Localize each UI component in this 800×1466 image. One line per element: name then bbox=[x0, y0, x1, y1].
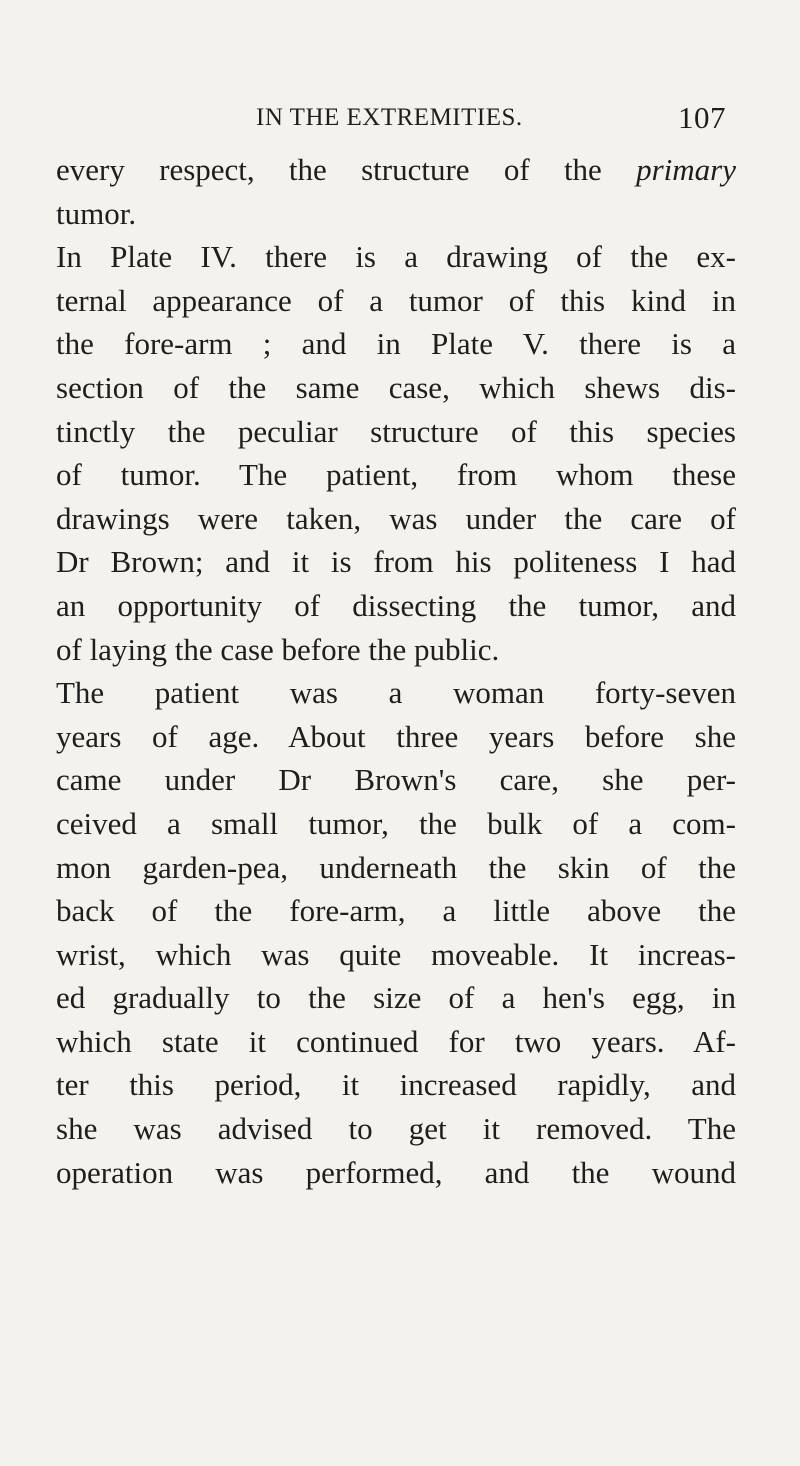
text-line: came under Dr Brown's care, she per- bbox=[56, 762, 736, 798]
text-line: she was advised to get it removed. The bbox=[56, 1111, 736, 1147]
text-line: of laying the case before the public. bbox=[56, 631, 500, 667]
page-number: 107 bbox=[678, 100, 726, 135]
text-line: The patient was a woman forty-seven bbox=[56, 675, 736, 711]
text-line: every respect, the structure of the primary bbox=[56, 152, 736, 187]
running-head bbox=[256, 100, 726, 144]
text-line: In Plate IV. there is a drawing of the ex- bbox=[56, 239, 736, 275]
italic-word: primary bbox=[636, 152, 736, 187]
text-line: which state it continued for two years. Af- bbox=[56, 1023, 736, 1059]
text-line: ternal appearance of a tumor of this kind in bbox=[56, 282, 736, 318]
text-line: tinctly the peculiar structure of this species bbox=[56, 413, 736, 449]
text-line: the fore-arm ; and in Plate V. there is a bbox=[56, 326, 736, 362]
text-line: mon garden-pea, underneath the skin of the bbox=[56, 849, 736, 885]
text-line: years of age. About three years before she bbox=[56, 718, 736, 754]
text-line: Dr Brown; and it is from his politeness I had bbox=[56, 544, 736, 580]
text-line: ed gradually to the size of a hen's egg, in bbox=[56, 980, 736, 1016]
text-line: drawings were taken, was under the care of bbox=[56, 500, 736, 536]
running-head-title: IN THE EXTREMITIES. bbox=[256, 104, 523, 131]
text-line: an opportunity of dissecting the tumor, and bbox=[56, 587, 736, 623]
text-line: tumor. bbox=[56, 195, 137, 231]
text-line: back of the fore-arm, a little above the bbox=[56, 893, 736, 929]
text-line: section of the same case, which shews dis- bbox=[56, 369, 736, 405]
text-line: wrist, which was quite moveable. It increas- bbox=[56, 936, 736, 972]
text-line: ter this period, it increased rapidly, and bbox=[56, 1067, 736, 1103]
body-text bbox=[56, 148, 736, 1194]
text-line: ceived a small tumor, the bulk of a com- bbox=[56, 805, 736, 841]
text-line: operation was performed, and the wound bbox=[56, 1154, 736, 1190]
text-line: of tumor. The patient, from whom these bbox=[56, 457, 736, 493]
